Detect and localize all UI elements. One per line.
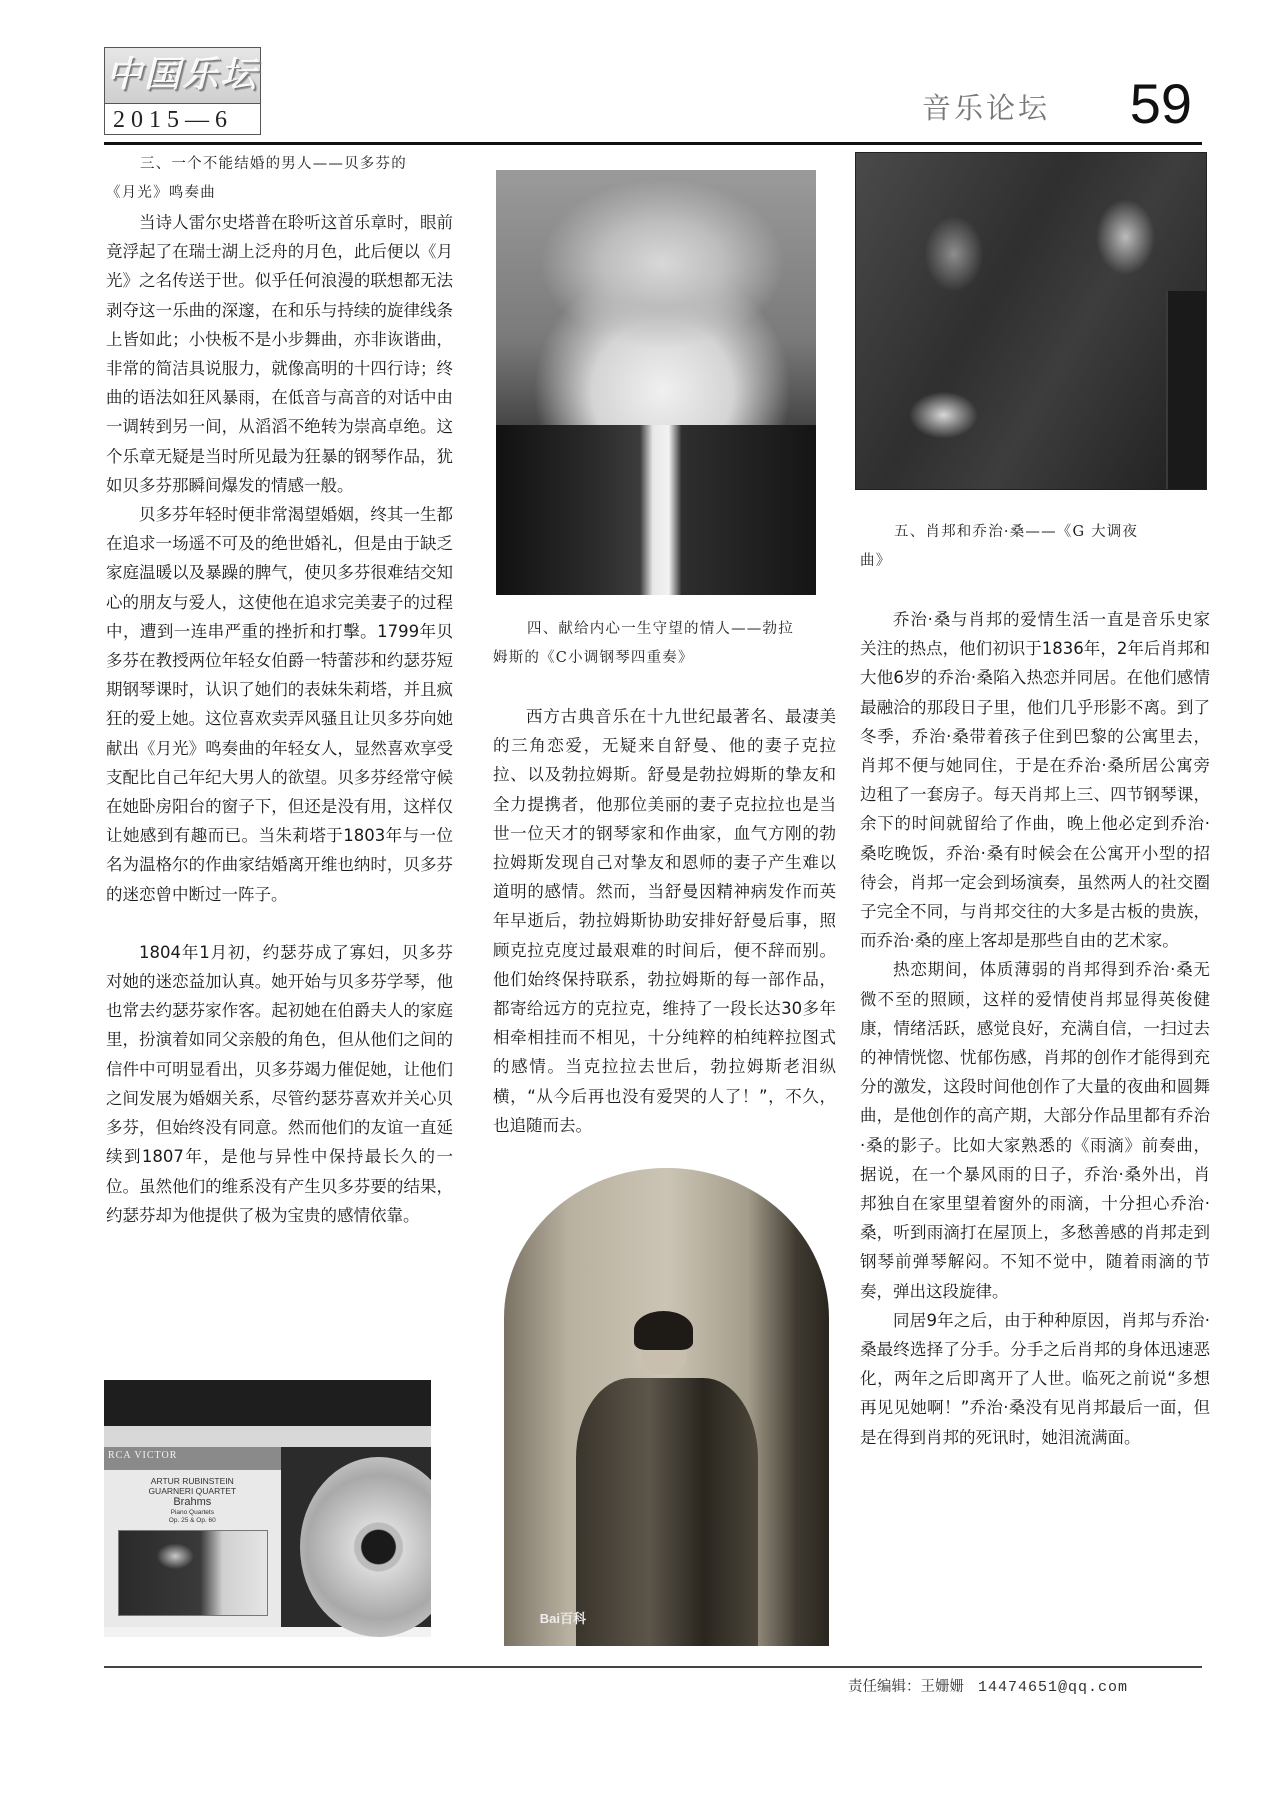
paragraph: 乔治·桑与肖邦的爱情生活一直是音乐史家关注的热点，他们初识于1836年，2年后肖邦和大他6岁的乔治·桑陷入热恋并同居。在他们感情最融洽的那段日子里，他们几乎形影不离。到了冬季，乔治·桑带着孩子住到巴黎的公寓里去，肖邦不便与她同住，于是在乔治·桑所居公寓旁边租了一套房子。每天肖邦上三、四节钢琴课，余下的时间就留给了作曲，晚上他必定到乔治·桑吃晚饭，乔治·桑有时候会在公寓开小型的招待会，肖邦一定会到场演奏，虽然两人的社交圈子完全不同，与肖邦交往的大多是古板的贵族，而乔治·桑的座上客却是那些自由的艺术家。 [860, 610, 1210, 951]
cd-text-line: Piano Quartets [170, 1508, 214, 1516]
photo-detail [496, 425, 816, 595]
chopin-sand-painting [855, 152, 1207, 490]
photo-detail [634, 1311, 693, 1349]
baidu-watermark: Bai百科 [539, 1610, 586, 1626]
paragraph: 同居9年之后，由于种种原因，肖邦与乔治·桑最终选择了分手。分手之后肖邦的身体迅速恶化，两年之后即离开了人世。临死之前说“多想再见见她啊！”乔治·桑没有见肖邦最后一面，但是在得到肖邦的死讯时，她泪流满面。 [860, 1310, 1210, 1447]
brahms-portrait-photo [496, 170, 816, 595]
paragraph: 西方古典音乐在十九世纪最著名、最凄美的三角恋爱，无疑来自舒曼、他的妻子克拉拉、以及勃拉姆斯。舒曼是勃拉姆斯的挚友和全力提携者，他那位美丽的妻子克拉拉也是当世一位天才的钢琴家和作曲家，血气方刚的勃拉姆斯发现自己对挚友和恩师的妻子产生难以道明的感情。然而，当舒曼因精神病发作而英年早逝后，勃拉姆斯协助安排好舒曼后事，照顾克拉克度过最艰难的时间后，便不辞而别。他们始终保持联系，勃拉姆斯的每一部作品，都寄给远方的克拉克，维持了一段长达30多年相牵相挂而不相见，十分纯粹的柏纯粹拉图式的感情。当克拉拉去世后，勃拉姆斯老泪纵横，“从今后再也没有爱哭的人了！”，不久，也追随而去。 [493, 707, 836, 1135]
heading-line: 五、肖邦和乔治·桑——《G 大调夜 [894, 524, 1139, 540]
article-column-3 [860, 518, 1210, 1452]
heading-line: 曲》 [860, 553, 892, 569]
article-column-2 [493, 615, 836, 1140]
photo-detail [104, 1380, 431, 1426]
section-heading-3 [106, 150, 453, 208]
footer-divider [104, 1666, 1202, 1668]
cd-cover-text [104, 1476, 281, 1525]
paragraph: 当诗人雷尔史塔普在聆听这首乐章时，眼前竟浮起了在瑞士湖上泛舟的月色，此后便以《月光》之名传送于世。似乎任何浪漫的联想都无法剥夺这一乐曲的深邃，在和乐与持续的旋律线条上皆如此；小快板不是小步舞曲，亦非诙谐曲，非常的简洁具说服力，就像高明的十四行诗；终曲的语法如狂风暴雨，在低音与高音的对话中由一调转到另一间，从滔滔不绝转为崇高卓绝。这个乐章无疑是当时所见最为狂暴的钢琴作品，犹如贝多芬那瞬间爆发的情感一般。 [106, 213, 453, 495]
issue-number: 2015—6 [113, 107, 233, 133]
cd-cover-portrait [118, 1530, 268, 1617]
cd-booklet [104, 1447, 283, 1627]
cd-text-line: GUARNERI QUARTET [148, 1485, 237, 1496]
section-heading-5 [860, 518, 1210, 576]
page-number: 59 [1129, 72, 1192, 135]
cd-text-line: ARTUR RUBINSTEIN [150, 1475, 234, 1486]
heading-line: 姆斯的《C小调钢琴四重奏》 [493, 650, 694, 666]
cd-label-brand: RCA VICTOR [104, 1447, 281, 1470]
header-divider [104, 142, 1202, 145]
magazine-masthead [104, 47, 261, 135]
cd-text-line: Brahms [173, 1495, 212, 1508]
paragraph: 热恋期间，体质薄弱的肖邦得到乔治·桑无微不至的照顾，这样的爱情使肖邦显得英俊健康，情绪活跃，感觉良好，充满自信，一扫过去的神情恍惚、忧郁伤感，肖邦的创作才能得到充分的激发，这段时间他创作了大量的夜曲和圆舞曲，是他创作的高产期，大部分作品里都有乔治·桑的影子。比如大家熟悉的《雨滴》前奏曲，据说，在一个暴风雨的日子，乔治·桑外出，肖邦独自在家里望着窗外的雨滴，十分担心乔治·桑，听到雨滴打在屋顶上，多愁善感的肖邦走到钢琴前弹琴解闷。不知不觉中，随着雨滴的节奏，弹出这段旋律。 [860, 960, 1210, 1301]
heading-line: 四、献给内心一生守望的情人——勃拉 [527, 621, 794, 637]
heading-line: 三、一个不能结婚的男人——贝多芬的 [140, 156, 407, 172]
footer-credit [848, 1675, 1128, 1696]
editor-email: 14474651@qq.com [978, 1679, 1129, 1696]
chopin-portrait-photo [504, 1168, 829, 1646]
magazine-logo: 中国乐坛 [105, 48, 260, 104]
paragraph: 1804年1月初，约瑟芬成了寡妇，贝多芬对她的迷恋益加认真。她开始与贝多芬学琴，他也常去约瑟芬家作客。起初她在伯爵夫人的家庭里，扮演着如同父亲般的角色，但从他们之间的信件中可明显看出，贝多芬竭力催促她，让他们之间发展为婚姻关系，尽管约瑟芬喜欢并关心贝多芬，但始终没有同意。然而他们的友谊一直延续到1807年，是他与异性中保持最长久的一位。虽然他们的维系没有产生贝多芬要的结果，约瑟芬却为他提供了极为宝贵的感情依靠。 [106, 942, 453, 1225]
cd-text-line: Op. 25 & Op. 60 [168, 1516, 216, 1524]
photo-detail [576, 1378, 758, 1646]
section-heading-4 [493, 615, 836, 673]
section-title: 音乐论坛 [921, 91, 1050, 125]
brahms-cd-photo [104, 1380, 431, 1637]
editor-credit: 责任编辑：王姗姗 [848, 1679, 964, 1695]
article-column-1 [106, 150, 453, 1230]
photo-detail [1166, 291, 1207, 489]
photo-detail [104, 1426, 431, 1447]
heading-line: 《月光》鸣奏曲 [106, 185, 216, 201]
paragraph: 贝多芬年轻时便非常渴望婚姻，终其一生都在追求一场遥不可及的绝世婚礼，但是由于缺乏家庭温暖以及暴躁的脾气，使贝多芬很难结交知心的朋友与爱人，这使他在追求完美妻子的过程中，遭到一连串严重的挫折和打擊。1799年贝多芬在教授两位年轻女伯爵一特蕾莎和约瑟芬短期钢琴课时，认识了她们的表妹朱莉塔，并且疯狂的爱上她。这位喜欢卖弄风骚且让贝多芬向她献出《月光》鸣奏曲的年轻女人，显然喜欢享受支配比自己年纪大男人的欲望。贝多芬经常守候在她卧房阳台的窗子下，但还是没有用，这样仅让她感到有趣而已。当朱莉塔于1803年与一位名为温格尔的作曲家结婚离开维也纳时，贝多芬的迷恋曾中断过一阵子。 [106, 505, 453, 904]
